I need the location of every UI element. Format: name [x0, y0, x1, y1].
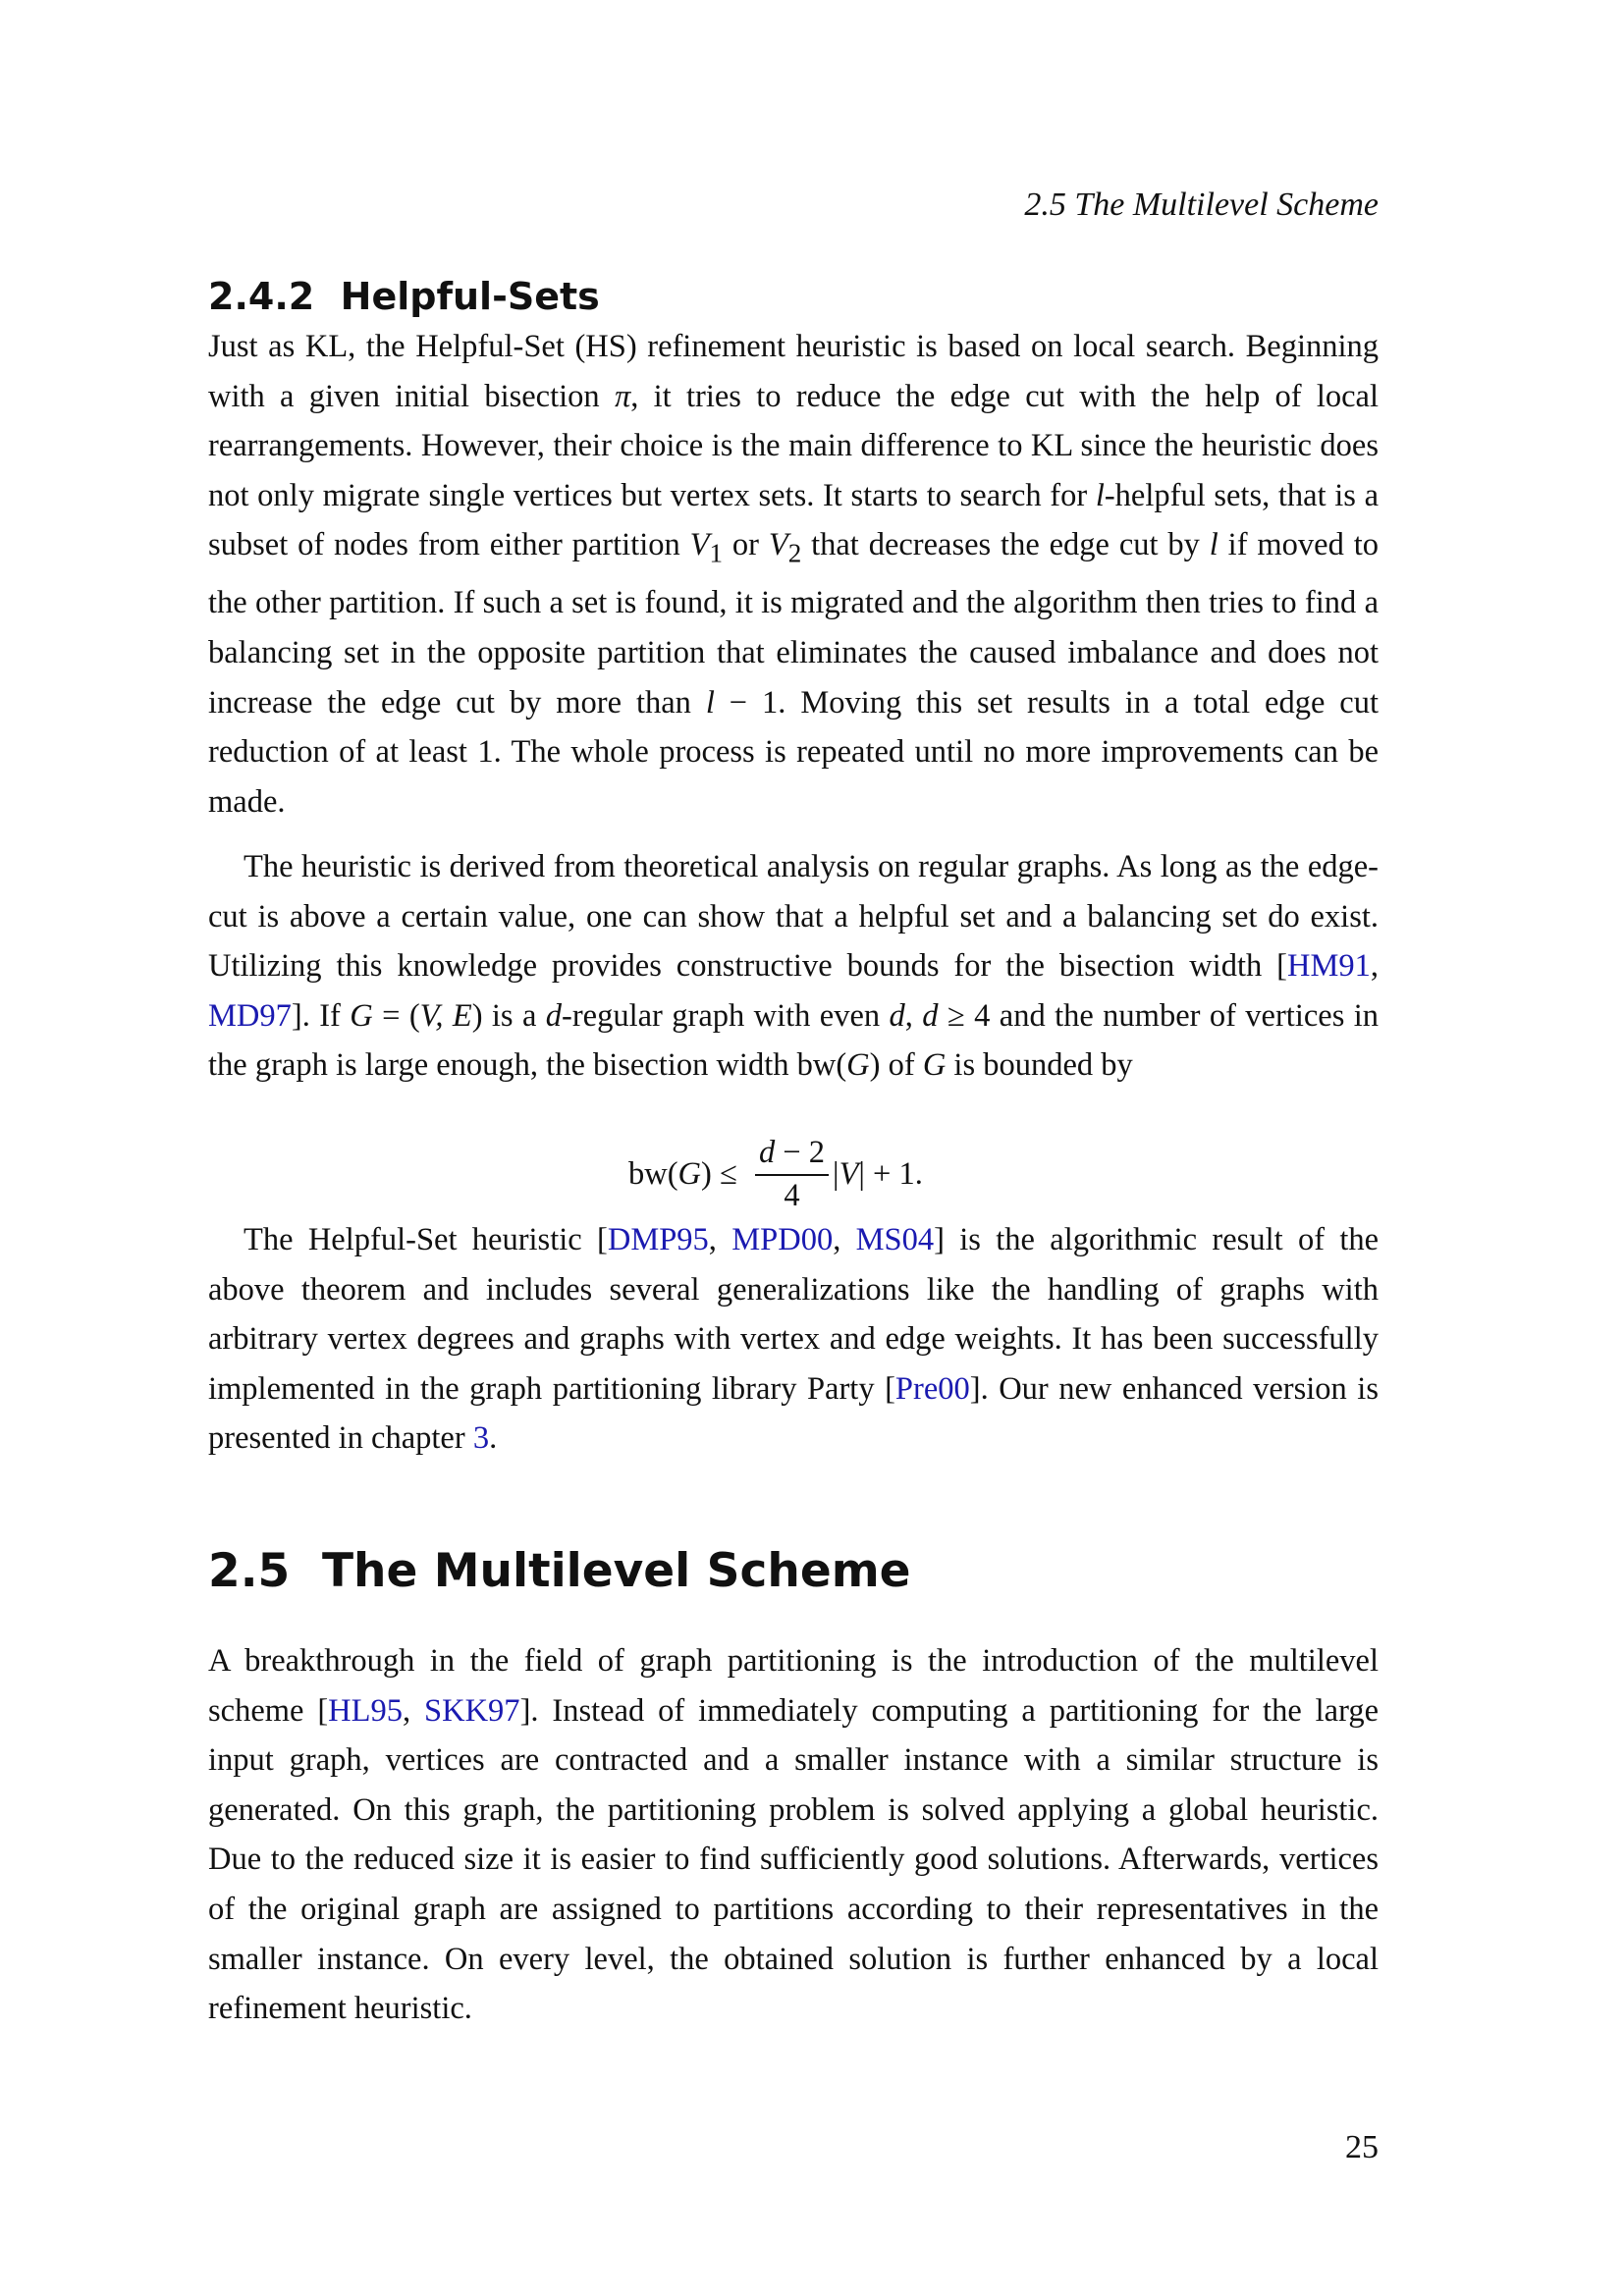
math-subscript: 2 — [787, 538, 802, 568]
text-run: ]. Our new enhanced version is presented in chapter — [208, 1370, 1379, 1457]
citation-link-ms04[interactable]: MS04 — [855, 1222, 935, 1257]
math-v2: V — [768, 527, 788, 563]
eq-paren: ) — [701, 1155, 712, 1192]
text-run: is bounded by — [946, 1047, 1133, 1084]
section-title: The Multilevel Scheme — [322, 1544, 911, 1598]
citation-link-dmp95[interactable]: DMP95 — [607, 1222, 709, 1257]
eq-abs-open: | — [833, 1155, 839, 1192]
citation-link-pre00[interactable]: Pre00 — [894, 1370, 970, 1407]
text-run: that decreases the edge cut by — [801, 527, 1210, 563]
page-number: 25 — [1345, 2129, 1379, 2165]
math-d: d — [889, 997, 905, 1034]
math-v1: V — [689, 527, 710, 563]
eq-fraction — [755, 1133, 829, 1215]
text-run: The heuristic is derived from theoretical analysis on regular graphs. As long as the edge-cut is above a certain value, one can show that a helpful set and a balancing set do exist. Utilizing this knowledge provides constructive bounds for the bisection width [ — [208, 849, 1379, 985]
text-run: , — [833, 1222, 856, 1257]
text-run: -regular graph with even — [562, 997, 890, 1034]
subsection-heading — [208, 267, 600, 326]
chapter-link-3[interactable]: 3 — [472, 1420, 490, 1457]
math-ve: V, E — [419, 997, 472, 1034]
paragraph-helpful-set-heuristic — [208, 1215, 1379, 1464]
math-g: G — [350, 997, 373, 1034]
text-run: ] is the algorithmic result of the above theorem and includes several generalizations like the handling of graphs with arbitrary vertex degrees and graphs with vertex and edge weights. It has been successfully implemented in the graph partitioning library Party [ — [208, 1222, 1380, 1407]
paragraph-theory — [208, 842, 1379, 1091]
text-run: if moved to the other partition. If such a set is found, it is migrated and the algorithm then tries to find a balancing set in the opposite partition that eliminates the caused imbalance and does not increase the edge cut by more than — [208, 527, 1379, 721]
text-run: , it tries to reduce the edge cut with the help of local rearrangements. However, their choice is the main difference to KL since the heuristic does not only migrate single vertices but vertex sets. It starts to search for — [208, 378, 1379, 513]
math-g: G — [922, 1047, 947, 1084]
section-number: 2.5 — [208, 1544, 291, 1598]
text-run: ) of — [869, 1047, 923, 1084]
math-g: G — [846, 1047, 870, 1084]
subsection-title: Helpful-Sets — [340, 275, 600, 318]
text-run: -helpful sets, that is a subset of nodes from either partition — [208, 477, 1379, 563]
text-run: or — [723, 527, 769, 563]
eq-num-rest: − 2 — [775, 1135, 826, 1170]
subsection-number: 2.4.2 — [208, 275, 315, 318]
citation-link-skk97[interactable]: SKK97 — [424, 1692, 520, 1729]
paragraph-helpful-sets-intro — [208, 322, 1379, 827]
text-run: ]. If — [291, 997, 351, 1034]
math-d: d — [545, 997, 563, 1034]
text-run: , — [1370, 948, 1379, 985]
running-head: 2.5 The Multilevel Scheme — [1024, 187, 1379, 223]
section-heading — [208, 1536, 911, 1607]
text-run: ≥ 4 and the number of vertices in the graph is large enough, the bisection width bw( — [208, 997, 1380, 1084]
text-run: . — [489, 1420, 498, 1457]
citation-link-md97[interactable]: MD97 — [208, 997, 292, 1034]
citation-link-mpd00[interactable]: MPD00 — [731, 1222, 834, 1257]
text-run: A breakthrough in the field of graph partitioning is the introduction of the multilevel scheme [ — [208, 1643, 1379, 1729]
math-d: d — [922, 997, 939, 1034]
math-l: l — [705, 684, 715, 721]
citation-link-hm91[interactable]: HM91 — [1287, 948, 1371, 985]
math-l: l — [1095, 477, 1105, 513]
eq-relation: ≤ — [711, 1155, 745, 1192]
paragraph-multilevel-scheme — [208, 1636, 1379, 2034]
text-run: − 1. Moving this set results in a total edge cut reduction of at least 1. The whole process is repeated until no more improvements can be made. — [208, 684, 1379, 820]
text-run: , — [708, 1222, 732, 1257]
eq-numerator — [755, 1133, 829, 1176]
eq-denominator: 4 — [784, 1178, 800, 1213]
text-run: Just as KL, the Helpful-Set (HS) refinement heuristic is based on local search. Beginning with a given initial bisection — [208, 329, 1379, 414]
text-run: = ( — [372, 997, 420, 1034]
math-l: l — [1209, 527, 1218, 563]
citation-link-hl95[interactable]: HL95 — [328, 1692, 403, 1729]
math-subscript: 1 — [709, 538, 724, 568]
text-run: ) is a — [471, 997, 546, 1034]
text-run: ]. Instead of immediately computing a partitioning for the large input graph, vertices are contracted and a smaller instance with a similar structure is generated. On this graph, the partitioning problem is solved applying a global heuristic. Due to the reduced size it is easier to find sufficiently good solutions. Afterwards, vertices of the original graph are assigned to partitions according to their representatives in the smaller instance. On every level, the obtained solution is further enhanced by a local refinement heuristic. — [208, 1692, 1380, 2027]
eq-var-g: G — [677, 1155, 702, 1192]
text-run: , — [403, 1692, 425, 1729]
math-pi: π — [614, 378, 631, 414]
eq-tail: | + 1. — [858, 1155, 923, 1192]
eq-var-v: V — [839, 1155, 859, 1192]
eq-function: bw( — [628, 1155, 678, 1192]
text-run: , — [904, 997, 923, 1034]
bisection-width-equation — [628, 1127, 923, 1221]
eq-var-d: d — [758, 1135, 776, 1170]
text-run: The Helpful-Set heuristic [ — [244, 1222, 608, 1257]
